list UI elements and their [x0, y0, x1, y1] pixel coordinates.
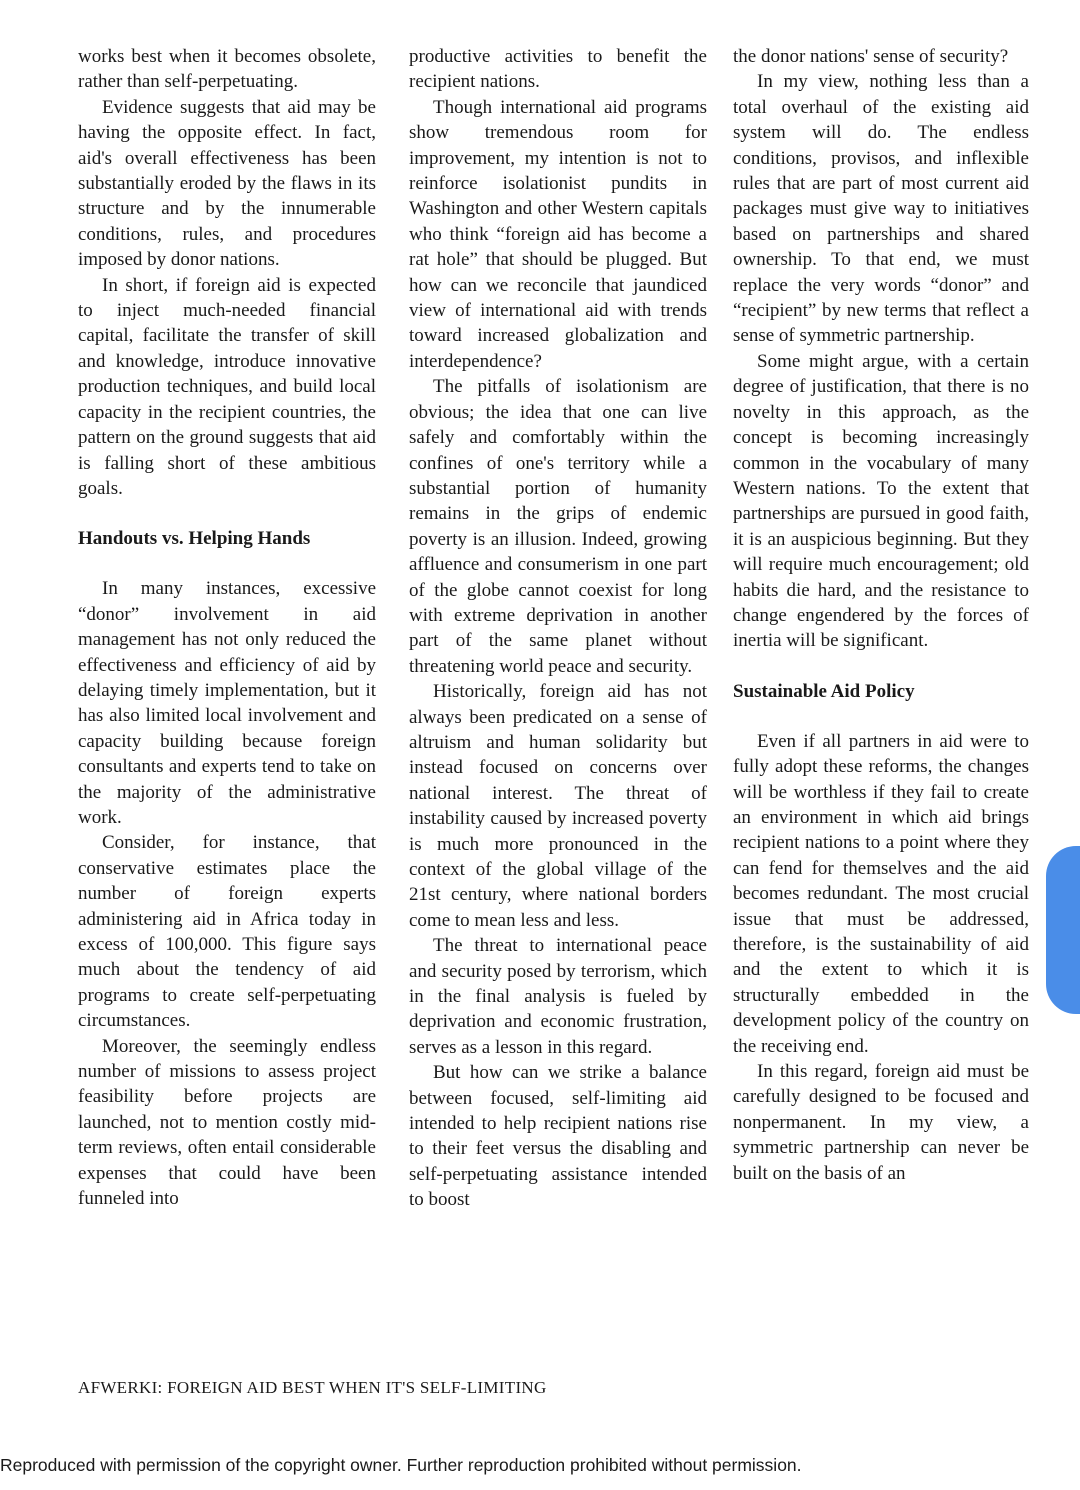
- paragraph: In my view, nothing less than a total overhaul of the existing aid system will do. The endless conditions, provisos, and inflexible rules that are part of most current aid packages must give way to initiatives based on partnerships and shared ownership. To that end, we must replace the very words “donor” and “recipient” by new terms that reflect a sense of symmetric partnership.: [733, 71, 1029, 347]
- paragraph: Even if all partners in aid were to fully adopt these reforms, the changes will be worthless if they fail to create an environment in which aid brings recipient nations to a point where they can fend for themselves and the aid becomes redundant. The most crucial issue that must be addressed, therefore, is the sustainability of aid and the extent to which it is structurally embedded in the development policy of the country on the receiving end.: [733, 730, 1029, 1057]
- running-footer: AFWERKI: FOREIGN AID BEST WHEN IT'S SELF-LIMITING: [78, 1378, 547, 1397]
- paragraph: Consider, for instance, that conservative estimates place the number of foreign experts administering aid in Africa today in excess of 100,000. This figure says much about the tendency of aid programs to create self-perpetuating circumstances.: [78, 832, 376, 1032]
- paragraph: productive activities to benefit the recipient nations.: [409, 46, 707, 93]
- section-heading: Handouts vs. Helping Hands: [78, 528, 311, 550]
- paragraph: Evidence suggests that aid may be having the opposite effect. In fact, aid's overall effectiveness has been substantially eroded by the flaws in its structure and by the innumerable conditions, rules, and procedures imposed by donor nations.: [78, 96, 376, 271]
- paragraph: Though international aid programs show tremendous room for improvement, my intention is not to reinforce isolationist pundits in Washington and other Western capitals who think “foreign aid has become a rat hole” that should be plugged. But how can we reconcile that jaundiced view of international aid with trends toward increased globalization and interdependence?: [409, 96, 707, 372]
- text-column-3: [733, 44, 1029, 1186]
- section-heading: Sustainable Aid Policy: [733, 680, 915, 702]
- paragraph: works best when it becomes obsolete, rather than self-perpetuating.: [78, 46, 376, 93]
- text-column-1: [78, 44, 376, 1211]
- paragraph: In short, if foreign aid is expected to inject much-needed financial capital, facilitate the transfer of skill and knowledge, introduce innovative production techniques, and build local capacity in the recipient countries, the pattern on the ground suggests that aid is falling short of these ambitious goals.: [78, 274, 376, 499]
- side-scroll-tab[interactable]: [1046, 846, 1080, 1014]
- paragraph: But how can we strike a balance between focused, self-limiting aid intended to help recipient nations rise to their feet versus the disabling and self-perpetuating assistance intended to boost: [409, 1062, 707, 1211]
- paragraph: In this regard, foreign aid must be carefully designed to be focused and nonpermanent. In my view, a symmetric partnership can never be built on the basis of an: [733, 1061, 1029, 1184]
- paragraph: In many instances, excessive “donor” involvement in aid management has not only reduced the effectiveness and efficiency of aid by delaying timely implementation, but it has also limited local involvement and capacity building because foreign consultants and experts tend to take on the majority of the administrative work.: [78, 578, 376, 828]
- paragraph: Historically, foreign aid has not always been predicated on a sense of altruism and human solidarity but instead focused on concerns over national interest. The threat of instability caused by increased poverty is much more pronounced in the context of the global village of the 21st century, where national borders come to mean less and less.: [409, 681, 707, 931]
- copyright-notice: Reproduced with permission of the copyright owner. Further reproduction prohibited without permission.: [0, 1455, 802, 1475]
- paragraph: The threat to international peace and security posed by terrorism, which in the final analysis is fueled by deprivation and economic frustration, serves as a lesson in this regard.: [409, 935, 707, 1058]
- paragraph: Some might argue, with a certain degree of justification, that there is no novelty in this approach, as the concept is becoming increasingly common in the vocabulary of many Western nations. To the extent that partnerships are pursued in good faith, it is an auspicious beginning. But they will require much encouragement; old habits die hard, and the resistance to change engendered by the forces of inertia will be significant.: [733, 350, 1029, 652]
- text-column-2: [409, 44, 707, 1213]
- paragraph: The pitfalls of isolationism are obvious; the idea that one can live safely and comfortably within the confines of one's territory while a substantial portion of humanity remains in the grips of endemic poverty is an illusion. Indeed, growing affluence and consumerism in one part of the globe cannot coexist for long with extreme deprivation in another part of the same planet without threatening world peace and security.: [409, 376, 707, 677]
- paragraph: Moreover, the seemingly endless number of missions to assess project feasibility before projects are launched, not to mention costly mid-term reviews, often entail considerable expenses that could have been funneled into: [78, 1035, 376, 1210]
- paragraph: the donor nations' sense of security?: [733, 46, 1009, 67]
